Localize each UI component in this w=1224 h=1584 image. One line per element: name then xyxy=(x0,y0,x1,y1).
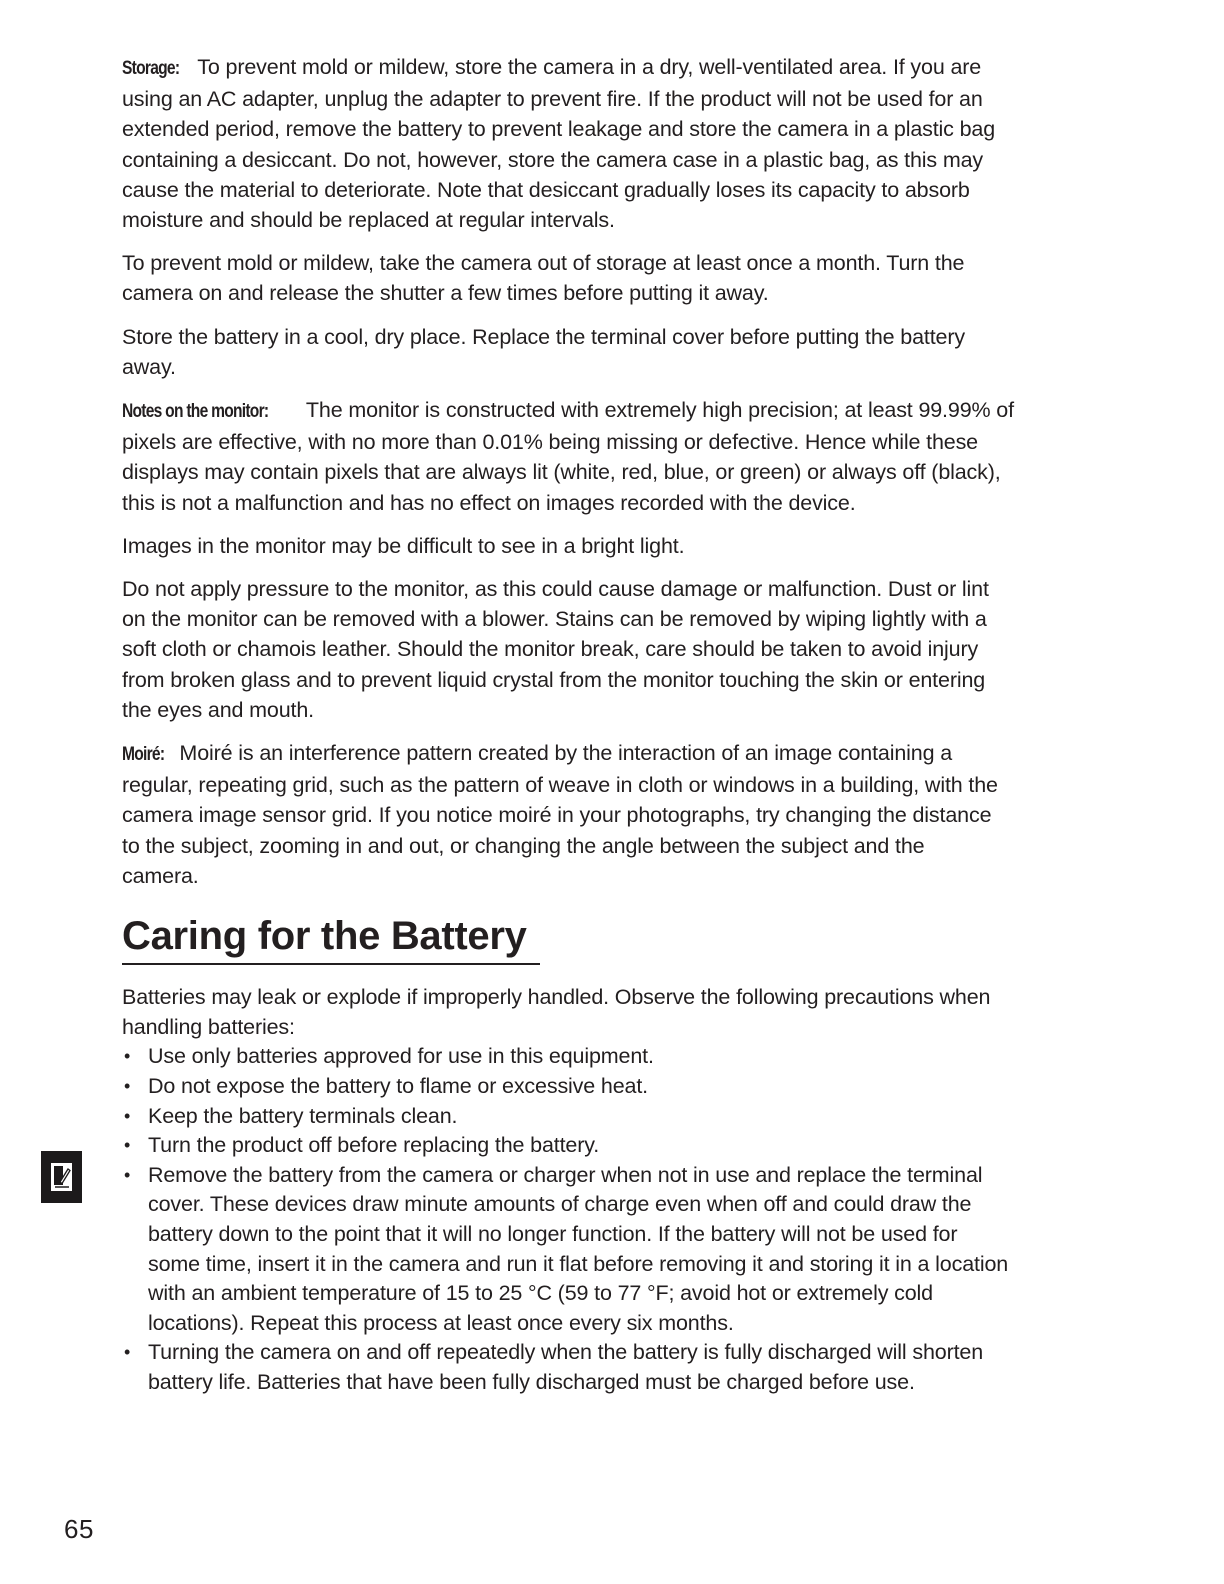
list-item: • Use only batteries approved for use in this equipment. xyxy=(122,1042,1082,1072)
battery-intro-paragraph: Batteries may leak or explode if improperly handled. Observe the following precautions when handling batteries: xyxy=(122,985,991,1040)
monitor-notes-paragraph: Notes on the monitor: The monitor is constructed with extremely high precision; at least 99.99% of pixels are effective, with no more than 0.01% being missing or defective. Hence while these displays may contain pixels that are always lit (white, red, blue, or green) or always off (black), this is not a malfunction and has no effect on images recorded with the device. xyxy=(122,398,1014,515)
bullet-icon: • xyxy=(124,1076,131,1096)
bullet-icon: • xyxy=(124,1135,131,1156)
list-item: • Remove the battery from the camera or charger when not in use and replace the terminal cover. These devices draw minute amounts of charge even when off and could draw the battery down to the point that it will no longer function. If the battery will not be used for some time, insert it in the camera and run it flat before removing it and storing it in a location with an ambient temperature of 15 to 25 °C (59 to 77 °F; avoid hot or extremely cold locations). Repeat this process at least once every six months. xyxy=(124,1162,1009,1335)
bullet-icon: • xyxy=(124,1105,131,1126)
pencil-note-icon xyxy=(41,1151,82,1203)
list-item: • Turning the camera on and off repeatedly when the battery is fully discharged will shorten battery life. Batteries that have been fully discharged must be charged before use. xyxy=(124,1340,984,1394)
section-title: Caring for the Battery xyxy=(122,914,527,958)
page-number: 65 xyxy=(64,1514,94,1544)
section-title-underline xyxy=(122,963,540,965)
pencil-icon xyxy=(51,1163,72,1191)
battery-precautions-list xyxy=(122,1042,1082,1397)
bullet-icon: • xyxy=(124,1342,131,1363)
storage-lead: Storage: xyxy=(122,58,180,79)
monitor-pressure-paragraph: Do not apply pressure to the monitor, as this could cause damage or malfunction. Dust or lint on the monitor can be removed with a blower. Stains can be removed by wiping lightly with a soft cloth or chamois leather. Should the monitor break, care should be taken to avoid injury from broken glass and to prevent liquid crystal from the monitor touching the skin or entering the eyes and mouth. xyxy=(122,577,989,722)
storage-battery-paragraph: Store the battery in a cool, dry place. Replace the terminal cover before putting the battery away. xyxy=(122,324,965,379)
monitor-notes-lead: Notes on the monitor: xyxy=(122,401,269,423)
moire-paragraph: Moiré: Moiré is an interference pattern created by the interaction of an image containing a regular, repeating grid, such as the pattern of weave in cloth or windows in a building, with the camera image sensor grid. If you notice moiré in your photographs, try changing the distance to the subject, zooming in and out, or changing the angle between the subject and the camera. xyxy=(122,741,998,888)
storage-paragraph: Storage: To prevent mold or mildew, store the camera in a dry, well-ventilated area. If you are using an AC adapter, unplug the adapter to prevent fire. If the product will not be used for an extended period, remove the battery to prevent leakage and store the camera in a plastic bag containing a desiccant. Do not, however, store the camera case in a plastic bag, as this may cause the material to deteriorate. Note that desiccant gradually loses its capacity to absorb moisture and should be replaced at regular intervals. xyxy=(122,55,996,233)
list-item: • Do not expose the battery to flame or excessive heat. xyxy=(122,1072,1082,1102)
care-notes-body xyxy=(122,52,1082,904)
battery-care-section xyxy=(122,982,1082,1398)
bullet-icon: • xyxy=(124,1164,131,1185)
monitor-bright-light-paragraph: Images in the monitor may be difficult to see in a bright light. xyxy=(122,533,685,558)
moire-lead: Moiré: xyxy=(122,744,165,766)
list-item: • Keep the battery terminals clean. xyxy=(122,1102,1082,1132)
list-item: • Turn the product off before replacing the battery. xyxy=(122,1131,1082,1161)
bullet-icon: • xyxy=(124,1046,131,1067)
storage-monthly-paragraph: To prevent mold or mildew, take the camera out of storage at least once a month. Turn the camera on and release the shutter a few times before putting it away. xyxy=(122,251,965,306)
